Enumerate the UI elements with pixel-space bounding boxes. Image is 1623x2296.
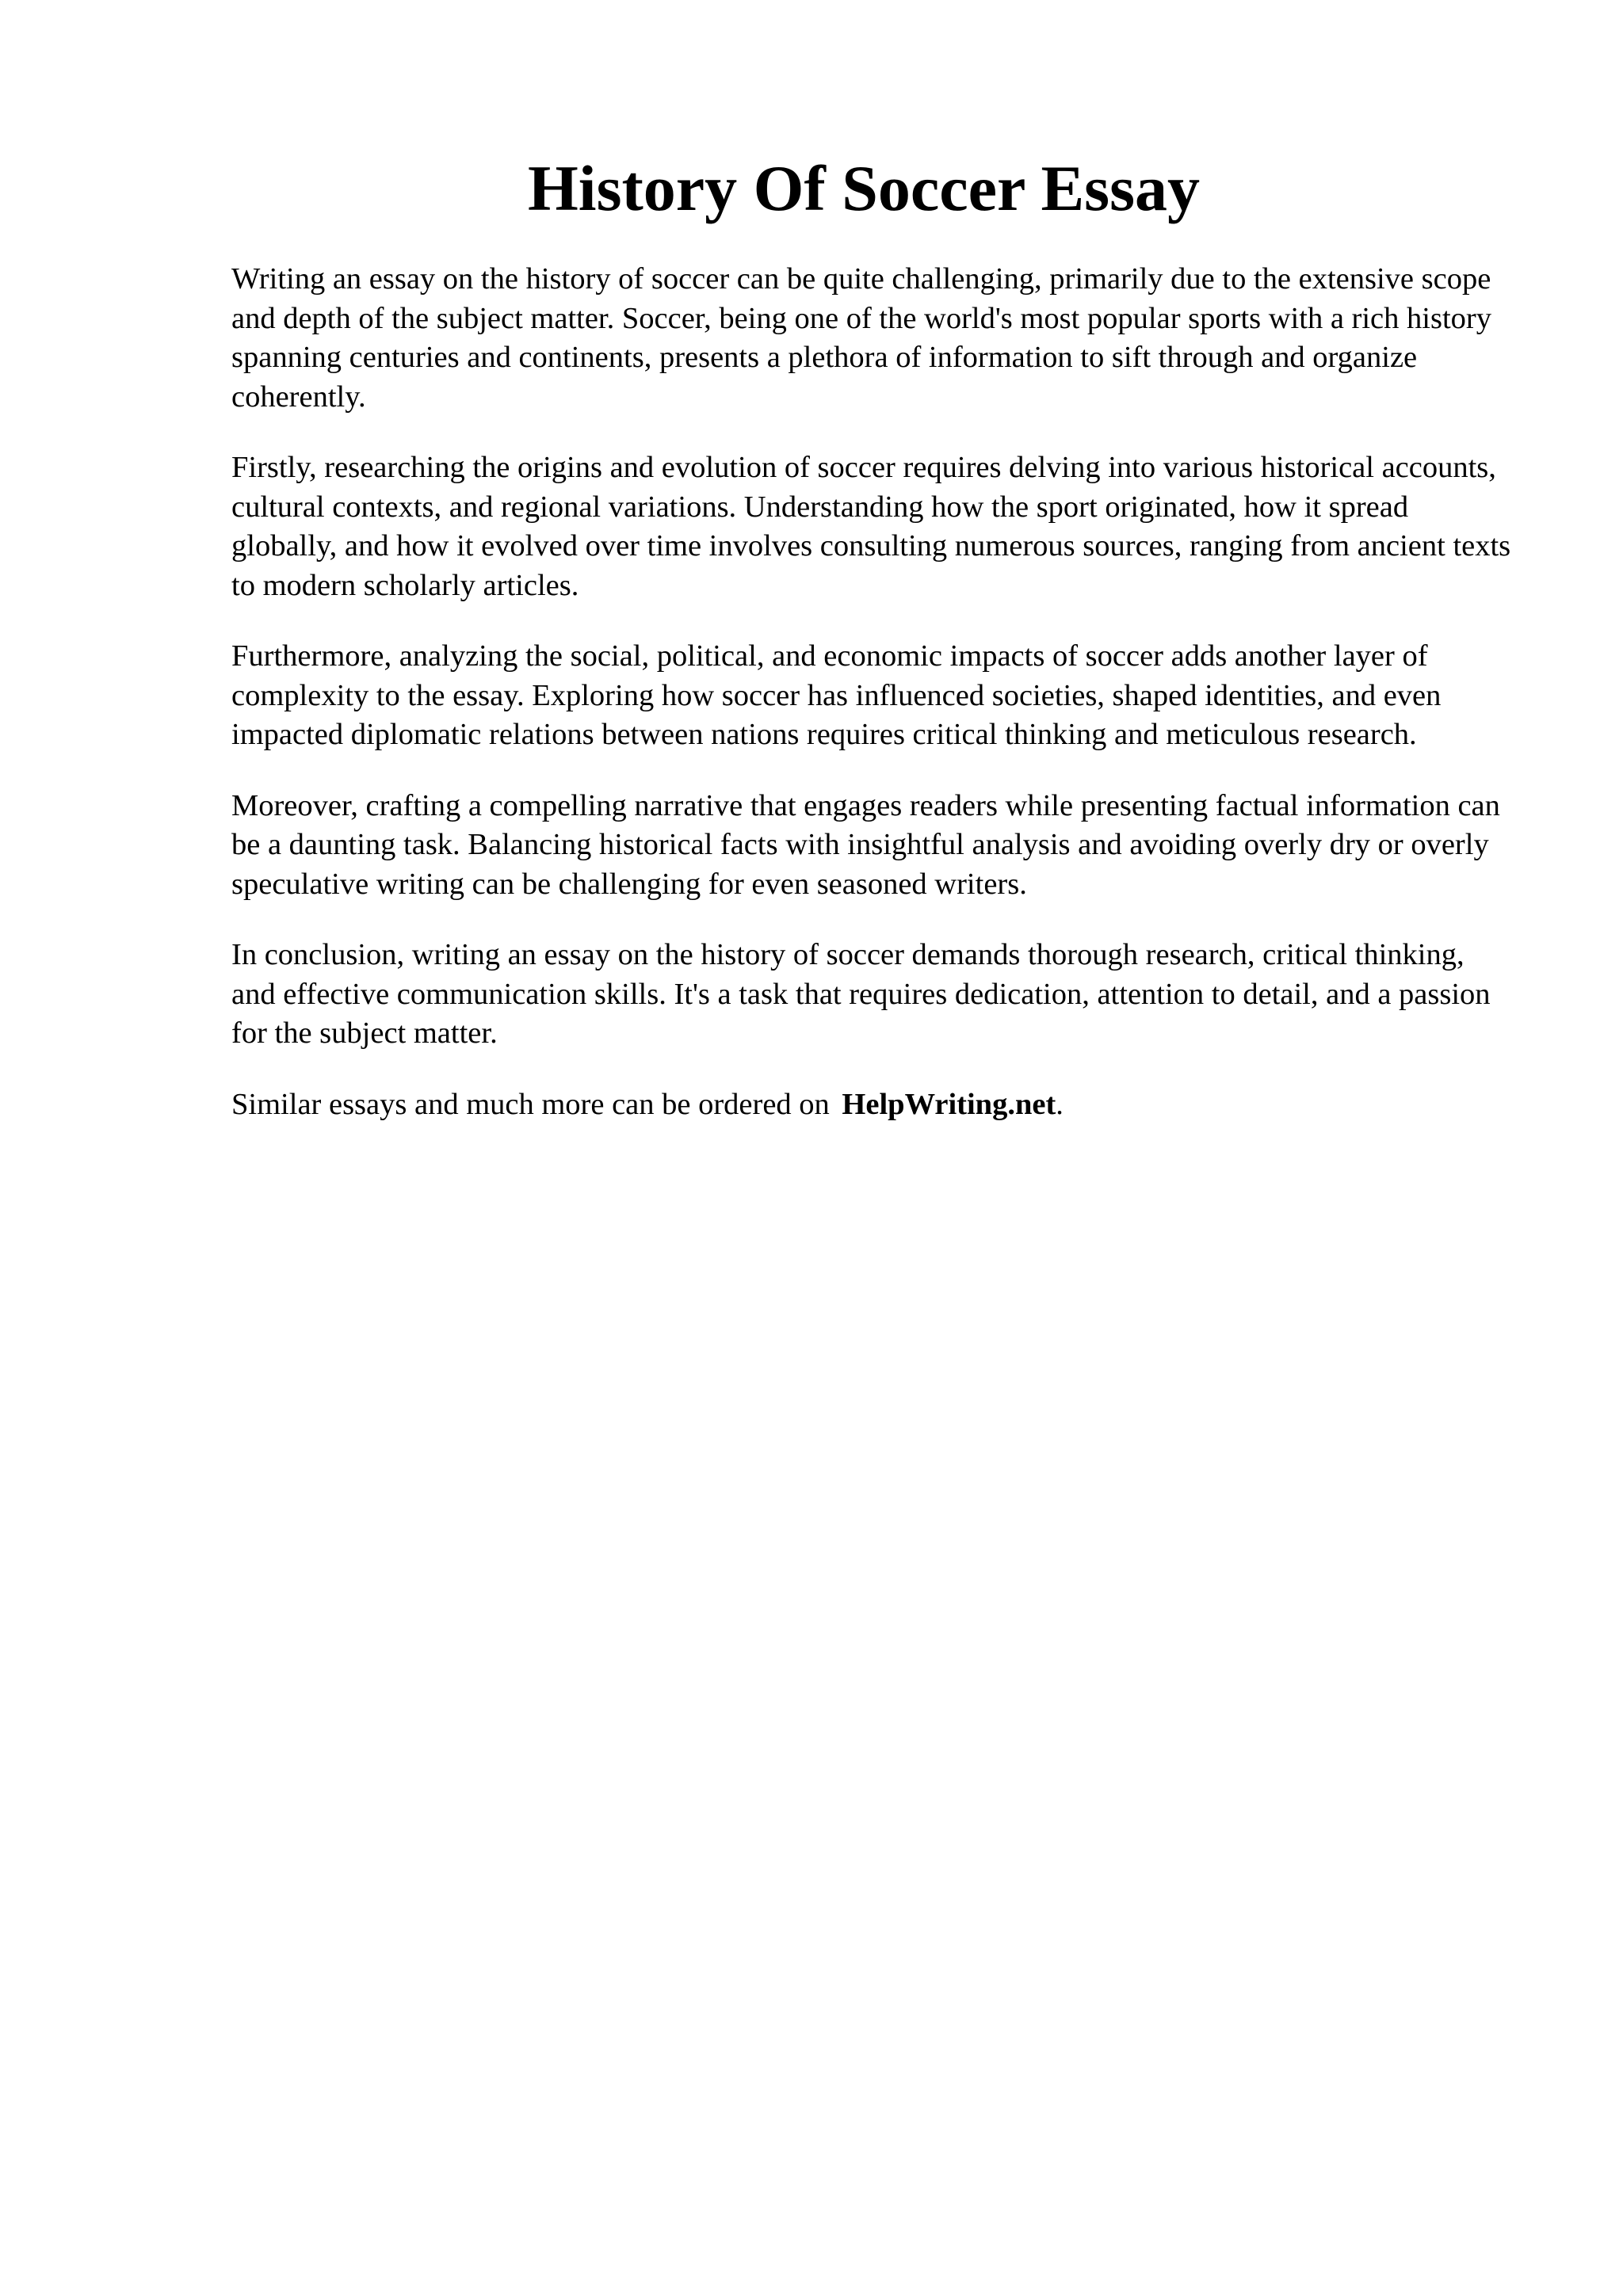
paragraph-origins: Firstly, researching the origins and evolution of soccer requires delving into various historical accounts, cultural contexts, and regional variations. Understanding how the sport originated, how it spread globally, and how it evolved over time involves consulting numerous sources, ranging from ancient texts to modern scholarly articles.: [231, 451, 1511, 602]
document-body: [231, 260, 1515, 1156]
footer-prefix: Similar essays and much more can be ordered on: [231, 1087, 838, 1121]
paragraph-impacts: Furthermore, analyzing the social, political, and economic impacts of soccer adds another layer of complexity to the essay. Exploring how soccer has influenced societies, shaped identities, and even impacted diplomatic relations between nations requires critical thinking and meticulous research.: [231, 639, 1442, 751]
brand-link[interactable]: HelpWriting.net: [842, 1087, 1056, 1121]
paragraph-intro: Writing an essay on the history of soccer can be quite challenging, primarily due to the extensive scope and depth of the subject matter. Soccer, being one of the world's most popular sports with a rich history spanning centuries and continents, presents a plethora of information to sift through and organize coherently.: [231, 262, 1491, 414]
footer-suffix: .: [1056, 1087, 1064, 1121]
paragraph-conclusion: In conclusion, writing an essay on the history of soccer demands thorough research, critical thinking, and effective communication skills. It's a task that requires dedication, attention to detail, and a passion for the subject matter.: [231, 938, 1491, 1050]
footer-note: [231, 1085, 1515, 1125]
paragraph-narrative: Moreover, crafting a compelling narrative that engages readers while presenting factual information can be a daunting task. Balancing historical facts with insightful analysis and avoiding overly dry or overly speculative writing can be challenging for even seasoned writers.: [231, 788, 1500, 901]
document-title: History Of Soccer Essay: [528, 152, 1200, 224]
